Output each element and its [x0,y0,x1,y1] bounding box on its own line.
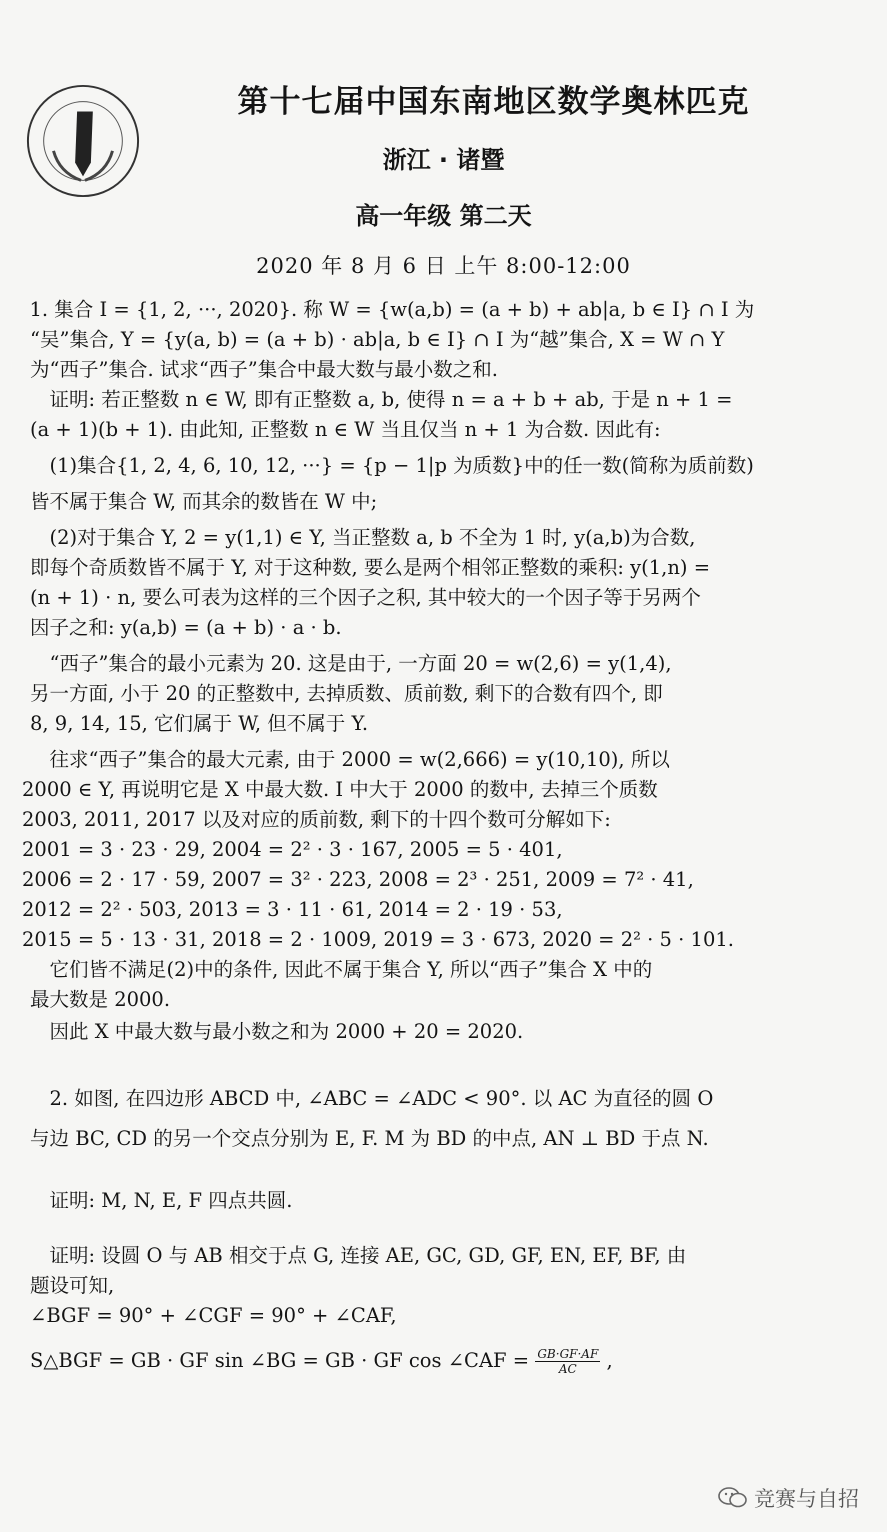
text-line: (n + 1) · n, 要么可表为这样的三个因子之积, 其中较大的一个因子等于另两个 [30,586,701,609]
formula-line [30,1347,877,1376]
fraction-denominator: AC [558,1362,577,1376]
page-title: 第十七届中国东南地区数学奥林匹克 [237,84,750,120]
text-line: 1. 集合 I = {1, 2, ···, 2020}. 称 W = {w(a,b) = (a + b) + ab|a, b ∈ I} ∩ I 为 [10,298,755,321]
text-line: 因此 X 中最大数与最小数之和为 2000 + 20 = 2020. [30,1020,524,1043]
text-line: 2001 = 3 · 23 · 29, 2004 = 2² · 3 · 167, 2005 = 5 · 401, [22,838,563,861]
text-line: 最大数是 2000. [30,988,171,1011]
wechat-icon [718,1486,748,1510]
fraction-trailing-comma: , [606,1349,613,1372]
text-line: 题设可知, [30,1274,115,1297]
text-line: (2)对于集合 Y, 2 = y(1,1) ∈ Y, 当正整数 a, b 不全为 1 时, y(a,b)为合数, [30,526,696,549]
text-line: 2015 = 5 · 13 · 31, 2018 = 2 · 1009, 2019 = 3 · 673, 2020 = 2² · 5 · 101. [22,928,734,951]
text-line: 2000 ∈ Y, 再说明它是 X 中最大数. I 中大于 2000 的数中, 去掉三个质数 [22,778,658,801]
text-line: S△BGF = GB · GF sin ∠BG = GB · GF cos ∠CAF = [30,1349,530,1372]
text-line: (a + 1)(b + 1). 由此知, 正整数 n ∈ W 当且仅当 n + 1 为合数. 因此有: [30,418,661,441]
fraction [535,1347,600,1376]
text-line: 因子之和: y(a,b) = (a + b) · a · b. [30,616,342,639]
text-line: 8, 9, 14, 15, 它们属于 W, 但不属于 Y. [30,712,369,735]
text-line: “西子”集合的最小元素为 20. 这是由于, 一方面 20 = w(2,6) = y(1,4), [30,652,672,675]
text-line: 与边 BC, CD 的另一个交点分别为 E, F. M 为 BD 的中点, AN ⊥ BD 于点 N. [30,1127,709,1150]
watermark [718,1482,859,1514]
watermark-text: 竞赛与自招 [754,1487,859,1511]
text-line: ∠BGF = 90° + ∠CGF = 90° + ∠CAF, [30,1304,397,1327]
text-line: 2006 = 2 · 17 · 59, 2007 = 3² · 223, 2008 = 2³ · 251, 2009 = 7² · 41, [22,868,694,891]
text-line: 即每个奇质数皆不属于 Y, 对于这种数, 要么是两个相邻正整数的乘积: y(1,n) = [30,556,711,579]
exam-date-time: 2020 年 8 月 6 日 上午 8:00-12:00 [256,254,631,278]
text-line: 2. 如图, 在四边形 ABCD 中, ∠ABC = ∠ADC < 90°. 以 AC 为直径的圆 O [30,1087,714,1110]
text-line: (1)集合{1, 2, 4, 6, 10, 12, ···} = {p − 1|p 为质数}中的任一数(简称为质前数) [30,454,754,477]
text-line: 另一方面, 小于 20 的正整数中, 去掉质数、质前数, 剩下的合数有四个, 即 [30,682,663,705]
text-line: 2003, 2011, 2017 以及对应的质前数, 剩下的十四个数可分解如下: [22,808,611,831]
fraction-numerator: GB·GF·AF [537,1347,599,1361]
text-line: 皆不属于集合 W, 而其余的数皆在 W 中; [30,490,378,513]
text-line: 为“西子”集合. 试求“西子”集合中最大数与最小数之和. [30,358,498,381]
text-line: 往求“西子”集合的最大元素, 由于 2000 = w(2,666) = y(10,10), 所以 [30,748,670,771]
text-line: 证明: 设圆 O 与 AB 相交于点 G, 连接 AE, GC, GD, GF, EN, EF, BF, 由 [30,1244,687,1267]
location-subtitle: 浙江 · 诸暨 [382,146,505,174]
text-line: 它们皆不满足(2)中的条件, 因此不属于集合 Y, 所以“西子”集合 X 中的 [30,958,653,981]
grade-day-subtitle: 高一年级 第二天 [355,202,532,230]
text-line: 证明: M, N, E, F 四点共圆. [30,1189,293,1212]
text-line: 证明: 若正整数 n ∈ W, 即有正整数 a, b, 使得 n = a + b + ab, 于是 n + 1 = [30,388,733,411]
text-line: 2012 = 2² · 503, 2013 = 3 · 11 · 61, 2014 = 2 · 19 · 53, [22,898,563,921]
text-line: “吴”集合, Y = {y(a, b) = (a + b) · ab|a, b ∈ I} ∩ I 为“越”集合, X = W ∩ Y [30,328,725,351]
